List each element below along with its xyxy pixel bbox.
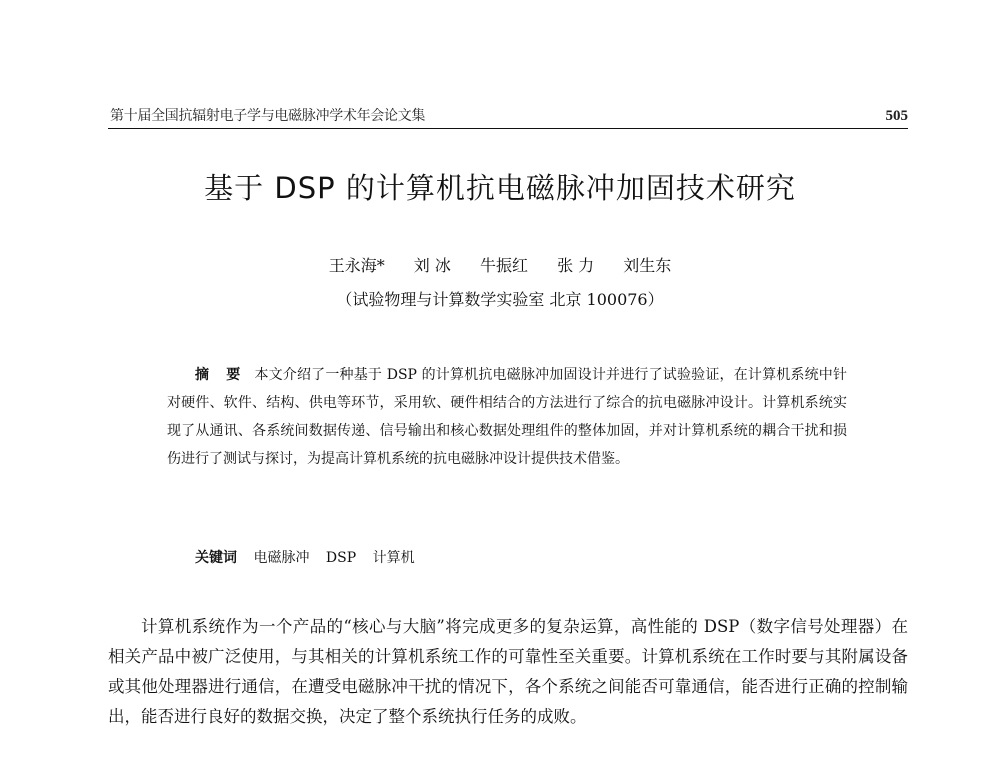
author: 牛振红 <box>479 256 528 275</box>
keywords <box>195 546 427 570</box>
body-paragraph: 计算机系统作为一个产品的“核心与大脑”将完成更多的复杂运算，高性能的 DSP（数字信号处理器）在相关产品中被广泛使用，与其相关的计算机系统工作的可靠性至关重要。计算机系统在工作时要与其附属设备或其他处理器进行通信，在遭受电磁脉冲干扰的情况下，各个系统之间能否可靠通信，能否进行正确的控制输出，能否进行良好的数据交换，决定了整个系统执行任务的成败。 <box>108 617 908 726</box>
page-number: 505 <box>885 108 908 124</box>
abstract-label: 摘 要 <box>195 367 247 383</box>
keyword: 计算机 <box>372 550 415 566</box>
author: 张 力 <box>557 256 595 275</box>
body-text <box>108 612 908 732</box>
abstract-paragraph <box>167 361 847 473</box>
author: 刘生东 <box>623 256 672 275</box>
abstract-text: 本文介绍了一种基于 DSP 的计算机抗电磁脉冲加固设计并进行了试验验证，在计算机系统中针对硬件、软件、结构、供电等环节，采用软、硬件相结合的方法进行了综合的抗电磁脉冲设计。计算机系统实现了从通讯、各系统间数据传递、信号输出和核心数据处理组件的整体加固，并对计算机系统的耦合干扰和损伤进行了测试与探讨，为提高计算机系统的抗电磁脉冲设计提供技术借鉴。 <box>167 367 847 467</box>
affiliation: （试验物理与计算数学实验室 北京 100076） <box>336 290 664 309</box>
abstract <box>167 361 847 473</box>
paper-title: 基于 DSP 的计算机抗电磁脉冲加固技术研究 <box>204 171 796 205</box>
keyword: 电磁脉冲 <box>253 550 310 566</box>
author: 王永海* <box>328 256 385 275</box>
keyword: DSP <box>325 550 357 566</box>
running-header <box>108 106 908 129</box>
author-list <box>0 254 1000 278</box>
conference-name: 第十届全国抗辐射电子学与电磁脉冲学术年会论文集 <box>110 108 426 124</box>
author: 刘 冰 <box>413 256 451 275</box>
keywords-label: 关键词 <box>195 550 237 566</box>
